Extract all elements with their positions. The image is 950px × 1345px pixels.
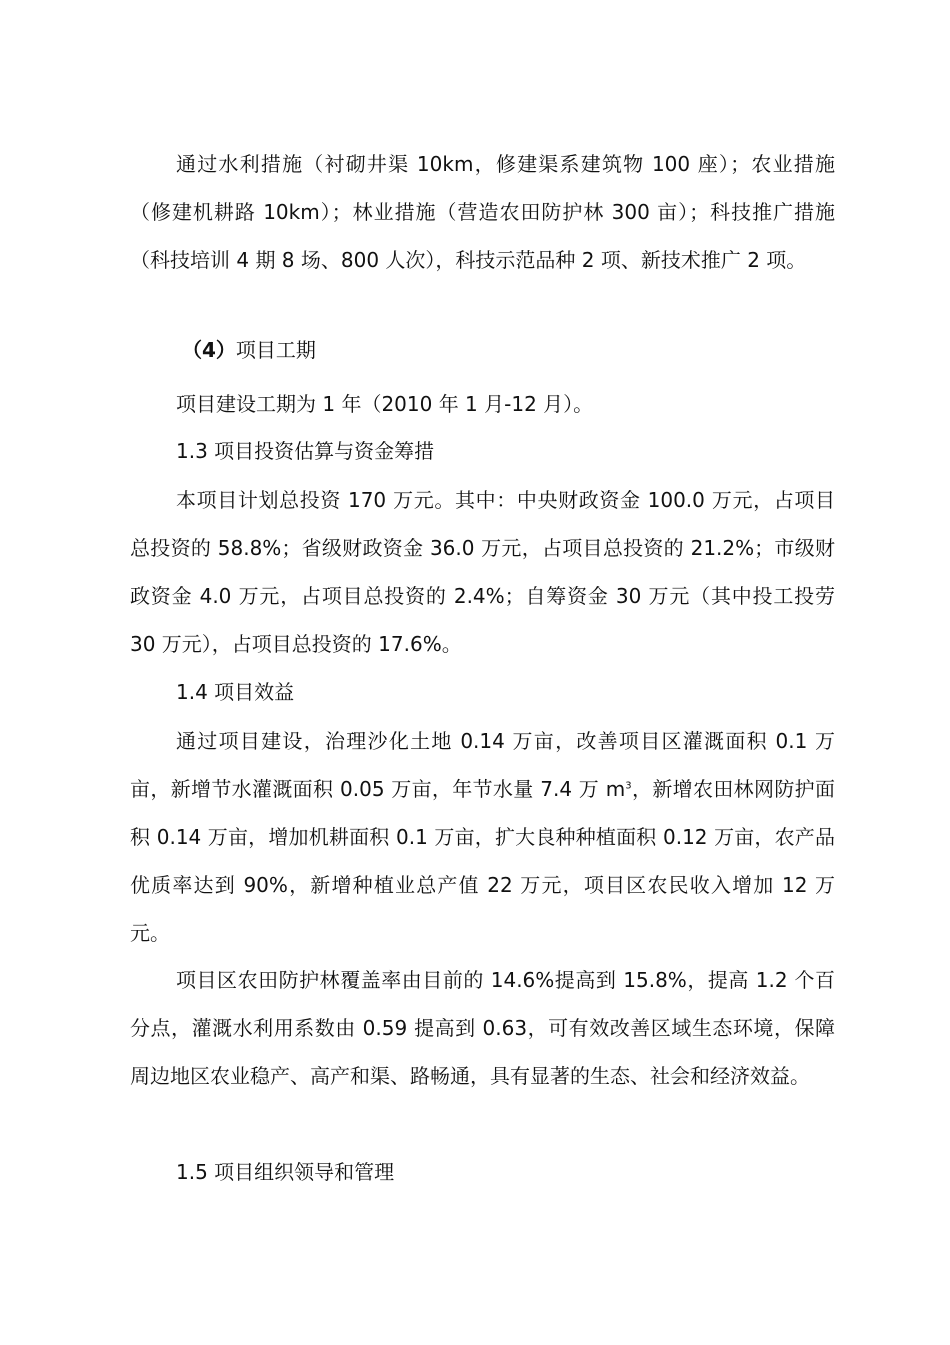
paragraph-measures: 通过水利措施（衬砌井渠 10km，修建渠系建筑物 100 座）；农业措施（修建机耕路 10km）；林业措施（营造农田防护林 300 亩）；科技推广措施（科技培训 4 期 8 场、800 人次），科技示范品种 2 项、新技术推广 2 项。: [130, 152, 835, 272]
paragraph-investment: 本项目计划总投资 170 万元。其中：中央财政资金 100.0 万元，占项目总投资的 58.8%；省级财政资金 36.0 万元，占项目总投资的 21.2%；市级财政资金 4.0 万元，占项目总投资的 2.4%；自筹资金 30 万元（其中投工投劳 30 万元），占项目总投资的 17.6%。: [130, 488, 835, 656]
benefits-text-1: 通过项目建设，治理沙化土地 0.14 万亩，改善项目区灌溉面积 0.1 万亩，新增节水灌溉面积 0.05 万亩，年节水量 7.4 万 m: [130, 729, 835, 801]
heading-text: 项目工期: [235, 338, 316, 362]
heading-number: （4）: [182, 338, 236, 362]
paragraph-benefits: [130, 717, 835, 957]
heading-benefits: 1.4 项目效益: [176, 680, 295, 704]
paragraph-construction-period: 项目建设工期为 1 年（2010 年 1 月-12 月）。: [176, 392, 594, 416]
heading-organization: 1.5 项目组织领导和管理: [176, 1160, 395, 1184]
heading-investment: 1.3 项目投资估算与资金筹措: [176, 439, 435, 463]
superscript-3: 3: [625, 780, 632, 792]
paragraph-ecological: 项目区农田防护林覆盖率由目前的 14.6%提高到 15.8%，提高 1.2 个百分点，灌溉水利用系数由 0.59 提高到 0.63，可有效改善区域生态环境，保障周边地区农业稳产、高产和渠、路畅通，具有显著的生态、社会和经济效益。: [130, 968, 835, 1088]
heading-project-period: [130, 326, 887, 374]
benefits-text-2: ，新增农田林网防护面积 0.14 万亩，增加机耕面积 0.1 万亩，扩大良种种植面积 0.12 万亩，农产品优质率达到 90%，新增种植业总产值 22 万元，项目区农民收入增加 12 万元。: [130, 777, 836, 945]
